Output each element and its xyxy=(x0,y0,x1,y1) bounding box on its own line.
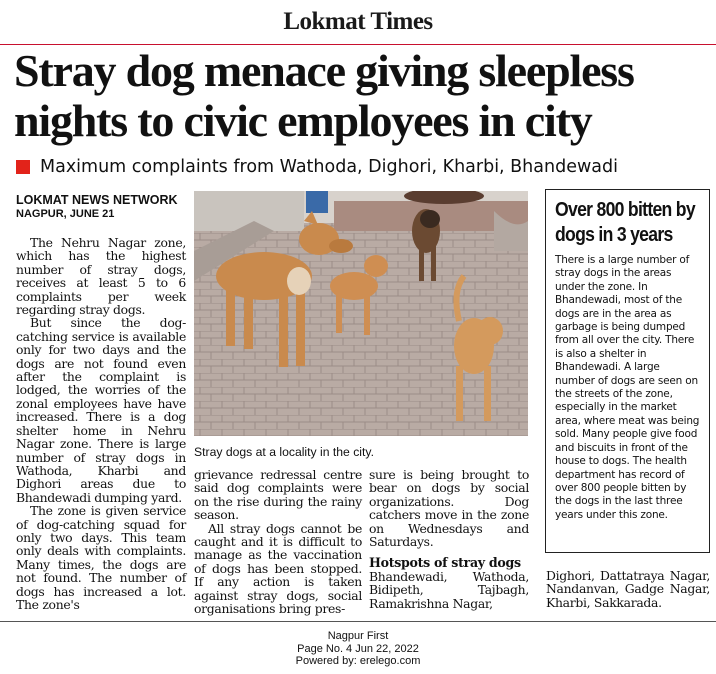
article-paragraph: The zone is given service of dog-catching squad for only two days. This team only deals with complaints. Many times, the dogs are not found. The number of dogs has increased a lot. The zone's xyxy=(16,503,186,612)
byline: LOKMAT NEWS NETWORK xyxy=(16,193,178,207)
article-paragraph-continued: sure is being brought to bear on dogs by social organizations. Dog catchers move in the zone on Wednesdays and Saturdays. xyxy=(369,467,529,550)
article-column-3 xyxy=(369,468,529,610)
article-paragraph: The Nehru Nagar zone, which has the highest number of stray dogs, receives at least 5 to 6 complaints per week regarding stray dogs. xyxy=(16,235,186,318)
article-paragraph: But since the dog-catching service is available only for two days and the dogs are not found even after the complaint is lodged, the worries of the zonal employees have have increased. There is a dog shelter home in Nehru Nagar zone. There is large number of stray dogs in Wathoda, Kharbi and Dighori areas due to Bhandewadi dumping yard. xyxy=(16,315,186,505)
subheadline-text: Maximum complaints from Wathoda, Dighori, Kharbi, Bhandewadi xyxy=(40,157,618,177)
footer xyxy=(0,630,716,668)
footer-powered-by: Powered by: erelego.com xyxy=(295,655,421,667)
photo-caption: Stray dogs at a locality in the city. xyxy=(194,445,374,459)
headline xyxy=(14,46,714,146)
subheadline xyxy=(16,154,716,180)
footer-divider xyxy=(0,621,716,622)
headline-line-1: Stray dog menace giving sleepless xyxy=(14,45,634,96)
article-paragraph-continued: grievance redressal centre said dog complaints were on the rise during the rainy season. xyxy=(194,467,362,523)
headline-line-2: nights to civic employees in city xyxy=(14,95,592,146)
footer-edition: Nagpur First xyxy=(327,630,389,642)
news-photo xyxy=(194,191,528,436)
hotspots-list-part-2: Dighori, Dattatraya Nagar, Nandanvan, Gadge Nagar, Kharbi, Sakkarada. xyxy=(546,568,710,610)
hotspots-list-part-1: Bhandewadi, Wathoda, Bidipeth, Tajbagh, Ramakrishna Nagar, xyxy=(369,568,529,611)
article-column-2 xyxy=(194,468,362,615)
sidebar-text: There is a large number of stray dogs in the areas under the zone. In Bhandewadi, most of the dogs are in the area as garbage is being dumped from all over the city. There is also a shelter in Bhandewadi. A large number of dogs are seen on the streets of the zone, especially in the market area, where meat was being sold. Many people give food and biscuits in front of the house to dogs. The health department has record of over 800 people bitten by the dogs in the last three years under this zone. xyxy=(555,254,700,521)
red-square-icon xyxy=(16,160,30,174)
hotspots-heading: Hotspots of stray dogs xyxy=(369,555,521,571)
footer-page: Page No. 4 Jun 22, 2022 xyxy=(297,642,419,655)
masthead-logo: Lokmat Times xyxy=(283,8,433,35)
stray-dogs-photo xyxy=(194,191,528,436)
dateline: NAGPUR, JUNE 21 xyxy=(16,208,115,220)
sidebar-title: Over 800 bitten by dogs in 3 years xyxy=(555,199,695,246)
article-paragraph: All stray dogs cannot be caught and it is difficult to manage as the vaccination of dogs has been stopped. If any action is taken against stray dogs, social organisations bring pres- xyxy=(194,520,362,617)
sidebar-box xyxy=(545,189,710,553)
article-column-1 xyxy=(16,236,186,611)
